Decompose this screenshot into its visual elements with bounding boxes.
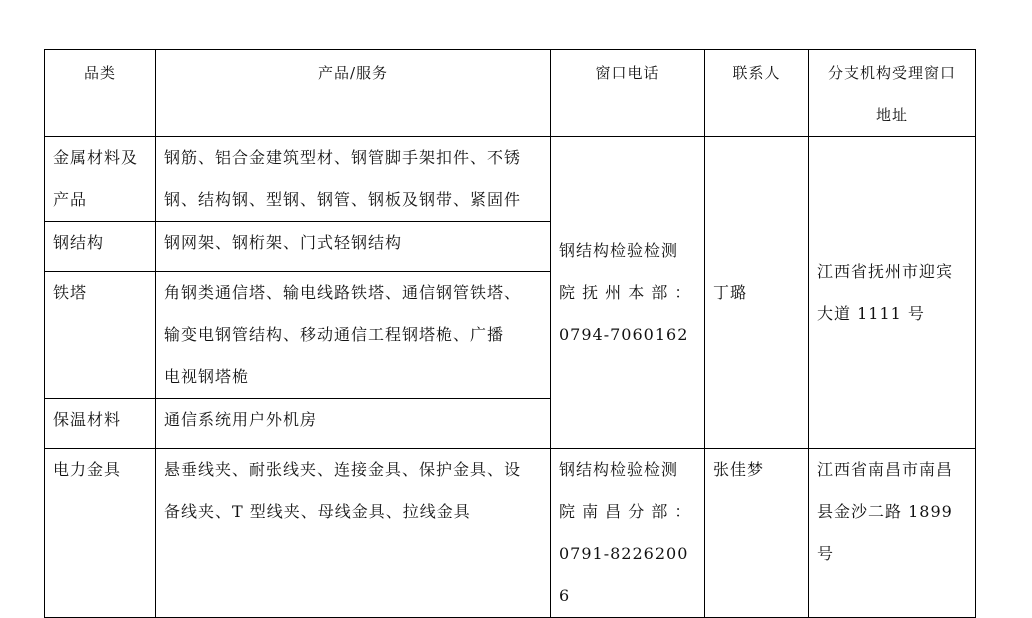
header-address [809,50,976,137]
phone-line: 院 南 昌 分 部 ： [559,502,692,521]
category-cell [45,137,156,222]
product-line: 钢、结构钢、型钢、钢管、钢板及钢带、紧固件 [164,190,522,209]
product-line: 悬垂线夹、耐张线夹、连接金具、保护金具、设 [164,460,522,479]
table-row [45,137,976,222]
header-phone: 窗口电话 [551,50,705,137]
phone-number: 0794-7060162 [559,324,689,344]
table-row [45,449,976,618]
address-line: 号 [817,544,835,563]
product-cell [156,222,551,272]
category-line: 钢结构 [53,233,105,252]
contact-cell: 丁璐 [705,137,809,449]
phone-cell [551,137,705,449]
category-cell [45,272,156,399]
table-header-row [45,50,976,137]
category-line: 产品 [53,190,88,209]
product-cell [156,272,551,399]
product-line: 输变电钢管结构、移动通信工程钢塔桅、广播 [164,325,505,344]
header-address-line: 地址 [875,106,908,124]
address-cell [809,137,976,449]
address-cell [809,449,976,618]
product-cell [156,449,551,618]
address-line: 大道 1111 号 [817,303,925,323]
product-line: 通信系统用户外机房 [164,410,318,429]
product-service-table [44,49,976,618]
product-cell [156,399,551,449]
phone-number: 0791-82262006 [559,544,689,605]
address-line: 县金沙二路 1899 [817,502,953,521]
header-product: 产品/服务 [156,50,551,137]
category-cell [45,449,156,618]
address-line: 江西省南昌市南昌 [817,460,954,479]
category-line: 铁塔 [53,283,88,302]
product-cell [156,137,551,222]
category-line: 电力金具 [53,460,122,479]
phone-cell [551,449,705,618]
category-cell [45,399,156,449]
header-category: 品类 [45,50,156,137]
phone-line: 院 抚 州 本 部 ： [559,282,692,302]
product-line: 钢筋、铝合金建筑型材、钢管脚手架扣件、不锈 [164,148,522,167]
address-line: 江西省抚州市迎宾 [817,261,954,281]
product-line: 备线夹、T 型线夹、母线金具、拉线金具 [164,502,471,521]
header-contact: 联系人 [705,50,809,137]
phone-line: 钢结构检验检测 [559,460,679,479]
header-address-line: 分支机构受理窗口 [827,64,956,82]
phone-line: 钢结构检验检测 [559,240,679,260]
category-line: 金属材料及 [53,148,139,167]
category-cell [45,222,156,272]
contact-cell: 张佳梦 [705,449,809,618]
product-line: 钢网架、钢桁架、门式轻钢结构 [164,233,403,252]
product-line: 角钢类通信塔、输电线路铁塔、通信钢管铁塔、 [164,283,522,302]
product-line: 电视钢塔桅 [164,367,250,386]
category-line: 保温材料 [53,410,122,429]
